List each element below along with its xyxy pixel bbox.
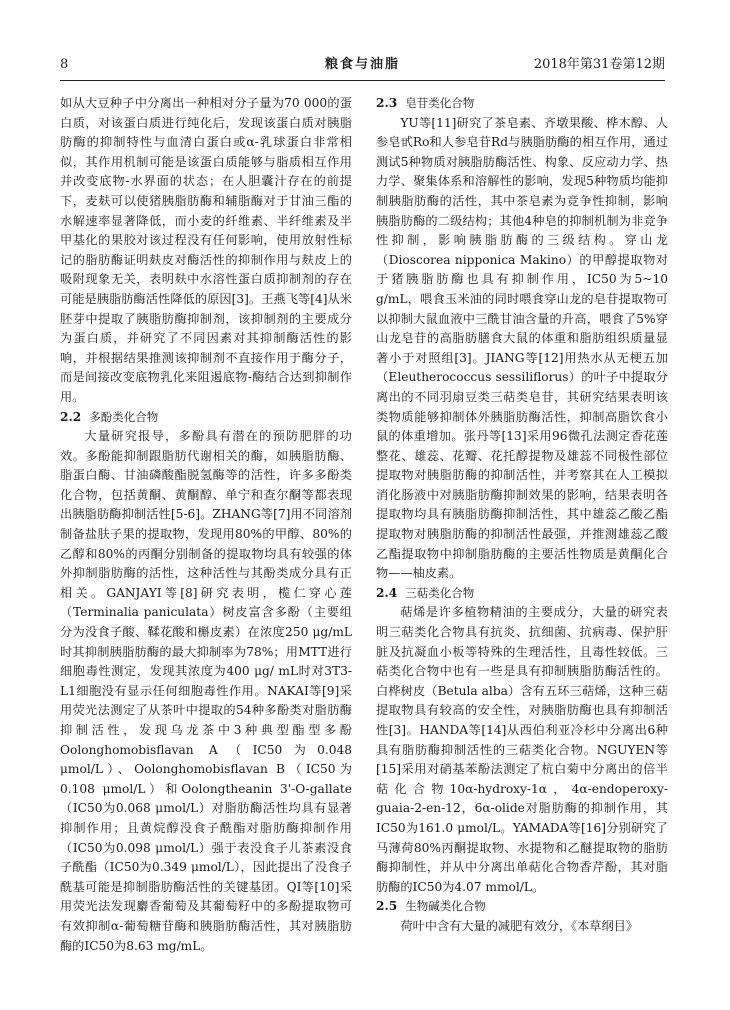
section-title: 三萜类化合物: [405, 585, 475, 600]
paragraph-saponins: YU等[11]研究了茶皂素、齐墩果酸、桦木醇、人参皂甙Ro和人参皂苷Rd与胰脂肪酶的相互作用，通过测试5种物质对胰脂肪酶活性、构象、反应动力学、热力学、聚集体系和溶解性的影响，发现5种物质均能抑制胰脂肪酶的活性，其中茶皂素为竞争性抑制，影响胰脂肪酶的二级结构；其他4种皂的抑制机制为非竞争性抑制，影响胰脂肪酶的三级结构。穿山龙（Dioscorea nipponica Makino）的甲醇提取物对于猪胰脂肪酶也具有抑制作用，IC50为5~10 g/mL，喂食玉米油的同时喂食穿山龙的皂苷提取物可以抑制大鼠血液中三酰甘油含量的升高，喂食了5%穿山龙皂苷的高脂肪膳食大鼠的体重和脂肪组织质量显著小于对照组[3]。JIANG等[12]用热水从无梗五加（Eleutherococcus sessiliflorus）的叶子中提取分离出的不同羽扇豆类三萜类皂苷，其研究结果表明该类物质能够抑制体外胰脂肪酶活性，抑制高脂饮食小鼠的体重增加。张丹等[13]采用96微孔法测定香花莲整花、雄蕊、花瓣、花托醇提物及雄蕊不同极性部位提取物对胰脂肪酶的抑制活性，并考察其在人工模拟消化肠液中对胰脂肪酶抑制效果的影响，结果表明各提取物均具有胰脂肪酶抑制活性，其中雄蕊乙酸乙酯提取物对胰脂肪酶的抑制活性最强，并推测雄蕊乙酸乙酯提取物中抑制脂肪酶的主要活性物质是黄酮化合物——柚皮素。: [376, 115, 668, 581]
section-heading-2-3: [376, 94, 668, 114]
right-column: [376, 94, 668, 974]
section-heading-2-2: [60, 408, 352, 428]
journal-title: 粮食与油脂: [324, 57, 400, 72]
page-number: 8: [60, 57, 69, 72]
section-number: 2.5: [376, 899, 398, 914]
paragraph-continued: 如从大豆种子中分离出一种相对分子量为70 000的蛋白质，对该蛋白质进行纯化后，发现该蛋白质对胰脂肪酶的抑制特性与血清白蛋白或α-乳球蛋白非常相似，其作用机制可能是该蛋白质能够与脂质相互作用并改变底物-水界面的状态；在人胆囊汁存在的前提下，麦麸可以使猪胰脂肪酶和辅脂酶对于甘油三酯的水解速率显著降低，而小麦的纤维素、半纤维素及半甲基化的果胶对该过程没有任何影响，使用放射性标记的脂肪酶证明麸皮对酶活性的抑制作用与麸皮上的吸附现象无关，表明麸中水溶性蛋白质抑制剂的存在可能是胰脂肪酶活性降低的原因[3]。王燕飞等[4]从米胚芽中提取了胰脂肪酶抑制剂，该抑制剂的主要成分为蛋白质，并研究了不同因素对其抑制酶活性的影响，并根据结果推测该抑制剂不直接作用于酶分子，而是间接改变底物乳化来阻遏底物-酶结合达到抑制作用。: [60, 96, 352, 404]
section-heading-2-4: [376, 584, 668, 604]
section-title: 多酚类化合物: [89, 409, 159, 424]
page-header: [60, 50, 665, 81]
section-number: 2.3: [376, 96, 398, 110]
paragraph-triterpenes: 萜烯是许多植物精油的主要成分，大量的研究表明三萜类化合物具有抗炎、抗细菌、抗病毒、保护肝脏及抗凝血小板等特殊的生理活性，且毒性较低。三萜类化合物中也有一些是具有抑制胰脂肪酶活性的。白桦树皮（Betula alba）含有五环三萜烯，这种三萜提取物具有较高的安全性，对胰脂肪酶也具有抑制活性[3]。HANDA等[14]从西伯利亚冷杉中分离出6种具有脂肪酶抑制活性的三萜类化合物。NGUYEN等[15]采用对硝基苯酚法测定了杭白菊中分离出的倍半萜化合物10α-hydroxy-1α，4α-endoperoxy-guaia-2-en-12，6α-olide对脂肪酶的抑制作用，其IC50为161.0 μmol/L。YAMADA等[16]分别研究了马薄荷80%丙酮提取物、水提物和乙醚提取物的脂肪酶抑制性，并从中分离出单萜化合物香芹酚，其对脂肪酶的IC50为4.07 mmol/L。: [376, 605, 668, 894]
section-heading-2-5: [376, 897, 668, 917]
section-title: 皂苷类化合物: [405, 96, 475, 110]
left-column: [60, 94, 352, 974]
paragraph-alkaloids: 荷叶中含有大量的减肥有效分，《本草纲目》: [400, 918, 639, 933]
paragraph-polyphenols: 大量研究报导，多酚具有潜在的预防肥胖的功效。多酚能抑制跟脂肪代谢相关的酶，如胰脂肪酶、脂蛋白酶、甘油磷酸酯脱氢酶等的活性，许多多酚类化合物，包括黄酮、黄酮醇、单宁和查尔酮等都表现出胰脂肪酶抑制活性[5-6]。ZHANG等[7]用不同溶剂制备盐肤子果的提取物，发现用80%的甲醇、80%的乙醇和80%的丙酮分别制备的提取物均具有较强的体外抑制脂肪酶的活性，这种活性与其酚类成分具有正相关。GANJAYI等[8]研究表明，榄仁穿心莲（Terminalia paniculata）树皮富含多酚（主要组分为没食子酸、鞣花酸和槲皮素）在浓度250 μg/mL时其抑制胰脂肪酶的最大抑制率为78%；用MTT进行细胞毒性测定，发现其浓度为400 μg/ mL时对3T3-L1细胞没有显示任何细胞毒性作用。NAKAI等[9]采用荧光法测定了从茶叶中提取的54种多酚类对脂肪酶抑制活性，发现乌龙茶中3种典型酯型多酚Oolonghomobisflavan A（IC50为0.048 μmol/L）、Oolonghomobisflavan B（IC50为0.108 μmol/L）和Oolongtheanin 3'-O-gallate（IC50为0.068 μmol/L）对脂肪酶活性均具有显著抑制作用；且黄烷醇没食子酰酯对脂肪酶抑制作用（IC50为0.098 μmol/L）强于表没食子儿茶素没食子酰酯（IC50为0.349 μmol/L），因此提出了没食子酰基可能是抑制脂肪酶活性的关键基团。QI等[10]采用荧光法发现麝香葡萄及其葡萄籽中的多酚提取物可有效抑制α-葡萄糖苷酶和胰脂肪酶活性，其对胰脂肪酶的IC50为8.63 mg/mL。: [60, 429, 352, 953]
section-number: 2.2: [60, 409, 82, 424]
issue-info: 2018年第31卷第12期: [533, 57, 665, 72]
section-title: 生物碱类化合物: [405, 899, 486, 914]
section-number: 2.4: [376, 585, 398, 600]
